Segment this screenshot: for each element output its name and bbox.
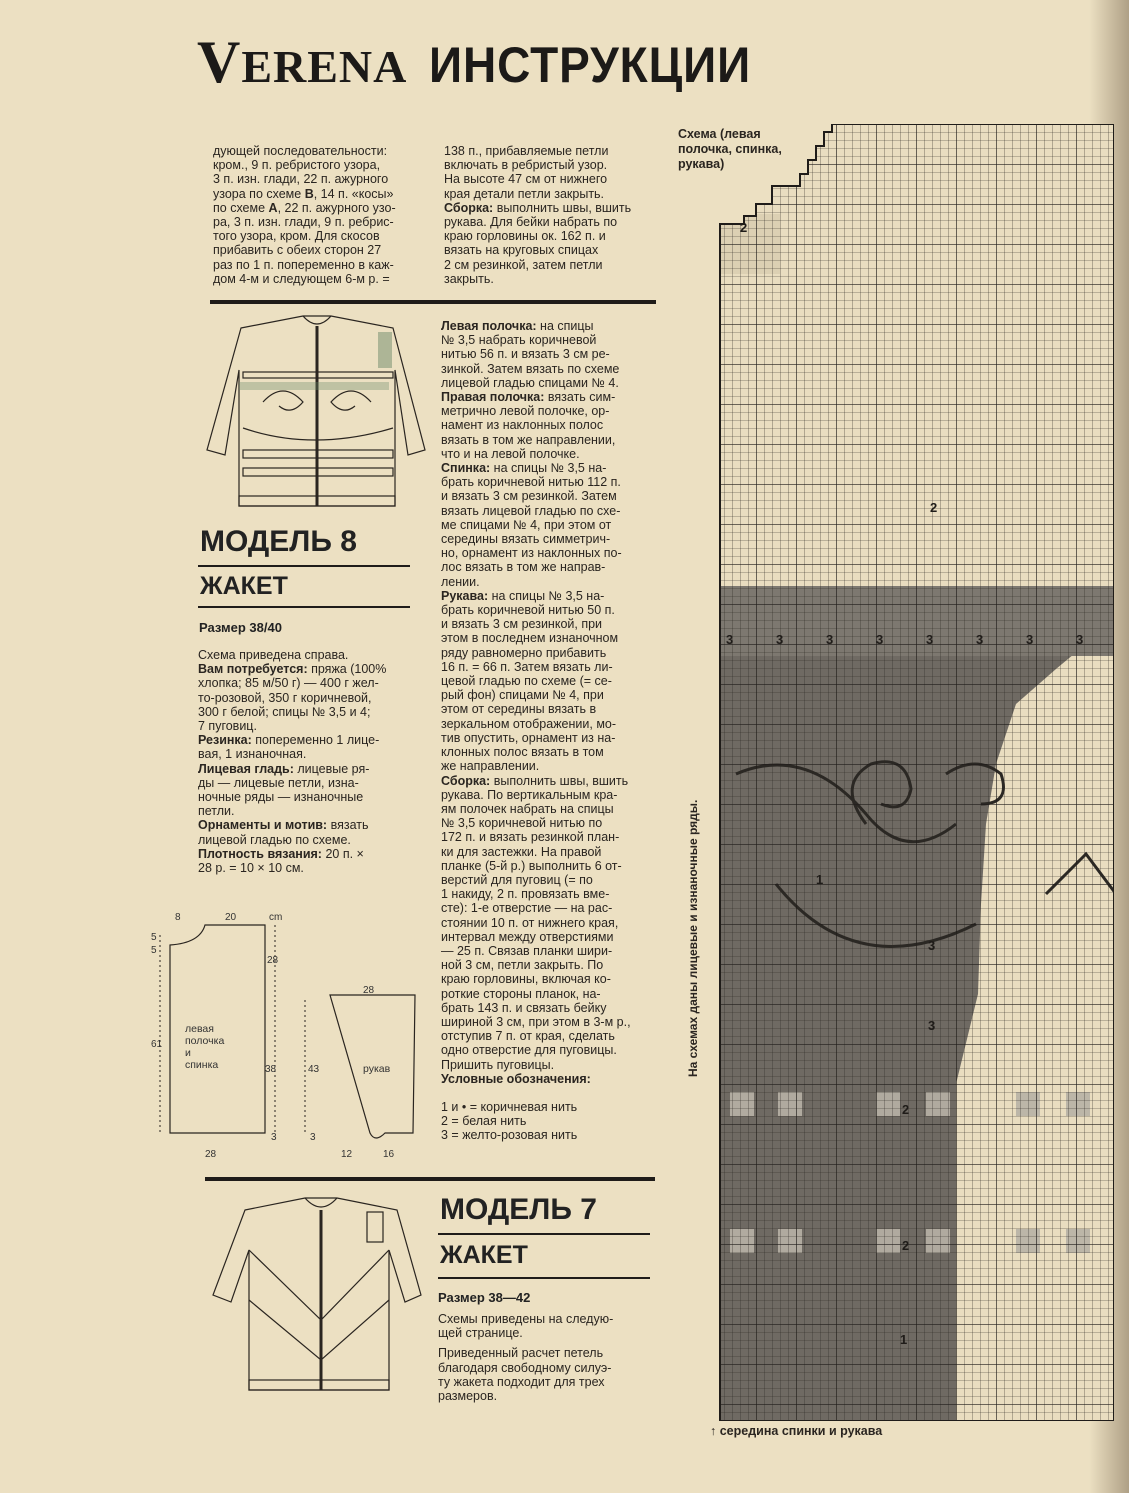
text-line: же направлении. [441, 759, 540, 774]
dim-28b: 28 [205, 1149, 217, 1160]
dim-cm: cm [269, 912, 283, 923]
text-line: интервал между отверстиями [441, 929, 614, 944]
text-line: ям полочек набрать на спицы [441, 801, 614, 816]
text-line: включать в ребристый узор. [444, 158, 608, 173]
text-line: Схема приведена справа. [198, 648, 349, 662]
legend-title: Условные обозначения: [441, 1071, 591, 1086]
heading-rule [198, 606, 410, 608]
chart-bottom-caption [710, 1424, 882, 1438]
text-line: этом от середины вязать в [441, 702, 597, 717]
chart-zone-label: 2 [740, 220, 748, 235]
text-line: благодаря свободному силуэ- [438, 1360, 612, 1375]
text-line: брать коричневой нитью 50 п. [441, 603, 615, 618]
top-mid-text [444, 144, 656, 286]
text-line: хлопка; 85 м/50 г) — 400 г жел- [198, 676, 379, 691]
model8-jacket-illustration [203, 310, 429, 516]
text-line: дом 4-м и следующем 6-м р. = [213, 271, 390, 286]
text-line: Лицевая гладь: лицевые ря- [198, 761, 370, 776]
chart-zone-label: 1 [900, 1332, 908, 1347]
text-line: вязать на круговых спицах [444, 243, 599, 258]
text-line: рый фон) спицами № 4, при [441, 688, 604, 703]
text-line: брать 143 п. и связать бейку [441, 1000, 607, 1015]
dim-5a: 5 [151, 932, 157, 943]
text-line: того узора, кром. Для скосов [213, 229, 380, 244]
text-line: раз по 1 п. попеременно в каж- [213, 257, 394, 272]
text-line: края детали петли закрыть. [444, 186, 605, 201]
page-header [197, 28, 780, 98]
text-line: № 3,5 коричневой нитью по [441, 816, 603, 831]
text-line: этом в последнем изнаночном [441, 631, 619, 646]
dim-3a: 3 [271, 1132, 277, 1143]
legend-item: 2 = белая нить [441, 1114, 527, 1129]
chart-zone-label: 3 [926, 632, 934, 647]
dim-38: 38 [265, 1064, 277, 1075]
text-line: стоянии 10 п. от нижнего края, [441, 915, 619, 930]
model7-heading: МОДЕЛЬ 7 [440, 1193, 597, 1226]
text-line: цевой гладью по схеме (= се- [441, 674, 612, 689]
text-line: ра, 3 п. изн. глади, 9 п. ребрис- [213, 215, 394, 230]
text-line: одно отверстие для пуговицы. [441, 1043, 617, 1058]
front-label-line: левая [185, 1023, 214, 1035]
sleeve-label: рукав [363, 1063, 391, 1075]
chart-zone-label: 3 [1076, 632, 1084, 647]
text-line: Резинка: попеременно 1 лице- [198, 733, 380, 748]
chart-zone-label: 3 [876, 632, 884, 647]
text-line: кром., 9 п. ребристого узора, [213, 158, 381, 173]
text-line: рукава. Для бейки набрать по [444, 215, 618, 230]
text-line: отступив 7 п. от края, сделать [441, 1029, 615, 1044]
heading-rule [438, 1233, 650, 1235]
text-line: брать коричневой нитью 112 п. [441, 475, 621, 490]
text-line: ме спицами № 4, при этом от [441, 517, 612, 532]
text-line: планке (5-й р.) выполнить 6 от- [441, 858, 622, 873]
text-line: Пришить пуговицы. [441, 1057, 555, 1072]
text-line: зинкой. Затем вязать по схеме [441, 361, 620, 376]
heading-rule [198, 565, 410, 567]
legend-item: 3 = желто-розовая нить [441, 1128, 578, 1143]
text-line: краю горловины, включая ко- [441, 972, 611, 987]
front-label-line: и [185, 1047, 191, 1059]
text-line: Левая полочка: на спицы [441, 319, 594, 333]
chart-zone-label: 3 [826, 632, 834, 647]
chart-zone-label: 2 [930, 500, 938, 515]
chart-zone-label: 3 [776, 632, 784, 647]
text-line: ки для застежки. На правой [441, 844, 602, 859]
text-line: нитью 56 п. и вязать 3 см ре- [441, 347, 610, 362]
text-line: вязать лицевой гладью по схе- [441, 503, 621, 518]
text-line: шириной 3 см, при этом в 3-м р., [441, 1014, 631, 1029]
text-line: метрично левой полочке, ор- [441, 404, 610, 419]
caption-line: рукава) [678, 157, 725, 171]
front-label-line: спинка [185, 1059, 219, 1071]
text-line: 28 р. = 10 × 10 см. [198, 861, 304, 876]
text-line: На высоте 47 см от нижнего [444, 172, 608, 187]
arrow-up-icon: ↑ [710, 1424, 717, 1438]
text-line: что и на левой полочке. [441, 446, 580, 461]
text-line: и вязать 3 см резинкой. Затем [441, 489, 617, 504]
text-line: лении. [441, 574, 480, 589]
text-line: № 3,5 набрать коричневой [441, 333, 597, 348]
section-divider [205, 1177, 655, 1181]
chart-vertical-note: На схемах даны лицевые и изнаночные ряды. [686, 799, 700, 1077]
text-line: Орнаменты и мотив: вязать [198, 818, 369, 833]
dim-3b: 3 [310, 1132, 316, 1143]
chart-zone-label: 3 [928, 938, 936, 953]
chart-zone-label: 3 [1026, 632, 1034, 647]
text-line: Плотность вязания: 20 п. × [198, 846, 364, 861]
text-line: Схемы приведены на следую- [438, 1312, 614, 1326]
legend-item: 1 и • = коричневая нить [441, 1099, 578, 1114]
text-line: сте): 1-е отверстие — на рас- [441, 901, 613, 916]
caption-line: Схема (левая [678, 127, 761, 141]
text-line: то-розовой, 350 г коричневой, [198, 690, 372, 705]
text-line: 1 накиду, 2 п. провязать вме- [441, 887, 610, 902]
text-line: прибавить с обеих сторон 27 [213, 243, 382, 258]
model7-jacket-illustration [205, 1190, 425, 1400]
text-line: зеркальном отображении, мо- [441, 716, 617, 731]
bottom-note-text: середина спинки и рукава [719, 1424, 883, 1438]
model7-subheading: ЖАКЕТ [440, 1241, 528, 1269]
dim-28c: 28 [363, 985, 375, 996]
text-line: ночные ряды — изнаночные [198, 790, 364, 805]
text-line: 172 п. и вязать резинкой план- [441, 830, 620, 845]
pattern-schematic [145, 905, 425, 1165]
text-line: лос вязать в том же направ- [441, 560, 606, 575]
model8-size: Размер 38/40 [199, 620, 282, 635]
text-line: тив опустить, орнамент из на- [441, 730, 616, 745]
knitting-chart [716, 124, 1114, 1421]
text-line: ряду равномерно прибавить [441, 645, 607, 660]
text-line: 7 пуговиц. [198, 719, 257, 734]
heading-rule [438, 1277, 650, 1279]
model8-subheading: ЖАКЕТ [200, 572, 288, 600]
text-line: краю горловины ок. 162 п. и [444, 229, 606, 244]
dim-12: 12 [341, 1149, 353, 1160]
model8-materials-text [198, 648, 410, 875]
text-line: Спинка: на спицы № 3,5 на- [441, 461, 607, 476]
text-line: щей странице. [438, 1326, 523, 1341]
text-line: лицевой гладью спицами № 4. [441, 375, 619, 390]
text-line: намент из наклонных полос [441, 418, 604, 433]
text-line: Вам потребуется: пряжа (100% [198, 662, 387, 677]
text-line: Приведенный расчет петель [438, 1346, 604, 1361]
text-line: Сборка: выполнить швы, вшить [441, 773, 629, 788]
text-line: — 25 п. Связав планки шири- [441, 943, 613, 958]
text-line: ной 3 см, петли закрыть. По [441, 958, 604, 973]
text-line: лицевой гладью по схеме. [198, 832, 351, 847]
text-line: Рукава: на спицы № 3,5 на- [441, 588, 605, 603]
chart-zone-label: 3 [976, 632, 984, 647]
text-line: узора по схеме B, 14 п. «косы» [213, 186, 394, 201]
front-label-line: полочка [185, 1035, 225, 1047]
text-line: но, орнамент из наклонных по- [441, 546, 622, 561]
text-line: верстий для пуговиц (= по [441, 872, 593, 887]
text-line: рукава. По вертикальным кра- [441, 787, 618, 802]
top-left-text [213, 144, 423, 286]
caption-line: полочка, спинка, [678, 142, 782, 156]
text-line: 138 п., прибавляемые петли [444, 144, 609, 158]
text-line: ды — лицевые петли, изна- [198, 775, 359, 790]
text-line: 300 г белой; спицы № 3,5 и 4; [198, 704, 371, 719]
text-line: клонных полос вязать в том [441, 745, 604, 760]
text-line: дующей последовательности: [213, 144, 388, 158]
text-line: размеров. [438, 1389, 498, 1404]
page-title: ИНСТРУКЦИИ [429, 37, 752, 93]
model8-heading: МОДЕЛЬ 8 [200, 525, 357, 558]
section-divider [210, 300, 656, 304]
text-line: ту жакета подходит для трех [438, 1374, 605, 1389]
dim-28a: 28 [267, 955, 279, 966]
text-line: середины вязать симметрич- [441, 532, 611, 547]
dim-5b: 5 [151, 945, 157, 956]
text-line: вая, 1 изнаночная. [198, 747, 307, 762]
brand-logo: VERENA [197, 29, 408, 95]
text-line: 2 см резинкой, затем петли [444, 257, 603, 272]
model7-size: Размер 38—42 [438, 1290, 531, 1305]
chart-zone-label: 3 [928, 1018, 936, 1033]
model7-text [438, 1312, 650, 1403]
text-line: роткие стороны планок, на- [441, 986, 601, 1001]
text-line: 16 п. = 66 п. Затем вязать ли- [441, 659, 613, 674]
text-line: петли. [198, 804, 235, 819]
text-line: вязать в том же направлении, [441, 432, 616, 447]
dim-16: 16 [383, 1149, 395, 1160]
dim-61: 61 [151, 1039, 163, 1050]
dim-20: 20 [225, 912, 237, 923]
dim-43: 43 [308, 1064, 320, 1075]
chart-zone-label: 1 [816, 872, 824, 887]
dim-8: 8 [175, 912, 181, 923]
model8-instructions-text [441, 319, 655, 1143]
text-line: закрыть. [444, 271, 494, 286]
text-line: Правая полочка: вязать сим- [441, 390, 616, 405]
chart-zone-label: 2 [902, 1102, 910, 1117]
text-line: по схеме A, 22 п. ажурного узо- [213, 200, 396, 215]
text-line: 3 п. изн. глади, 22 п. ажурного [213, 172, 389, 187]
chart-zone-label: 3 [726, 632, 734, 647]
text-line: Сборка: выполнить швы, вшить [444, 200, 632, 215]
chart-zone-label: 2 [902, 1238, 910, 1253]
text-line: и вязать 3 см резинкой, при [441, 617, 603, 632]
